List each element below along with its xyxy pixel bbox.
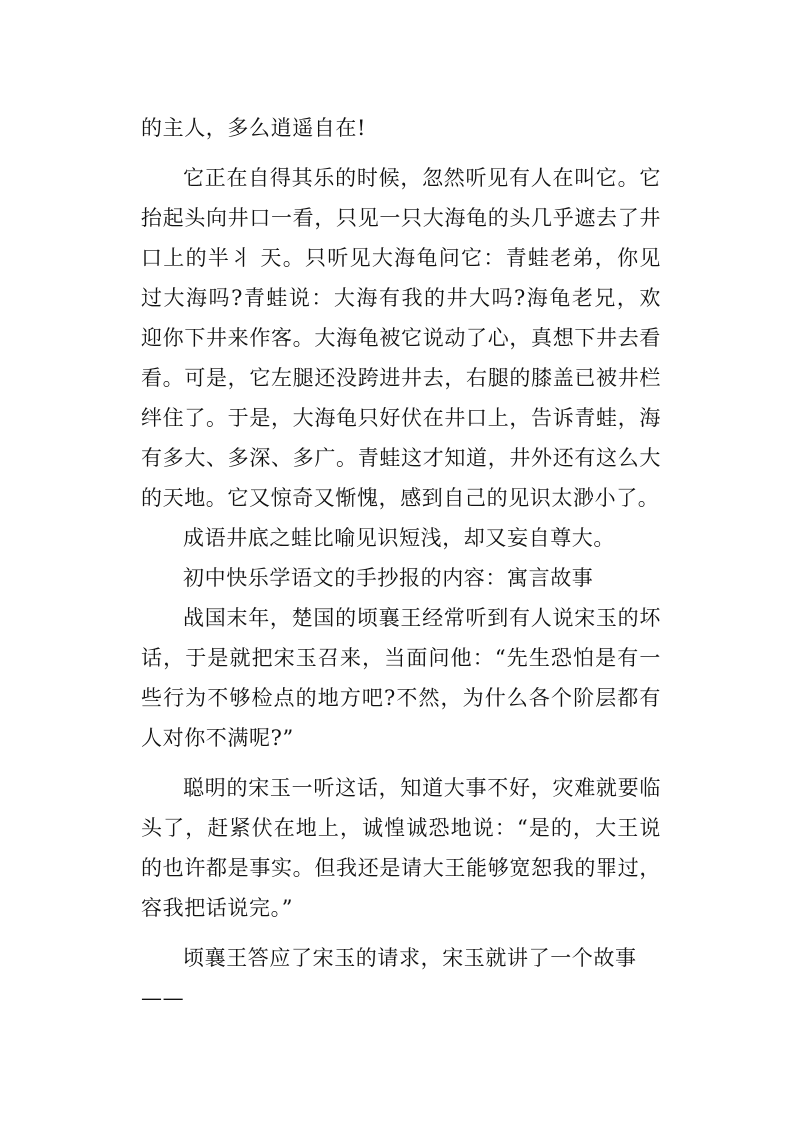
paragraph-3: 成语井底之蛙比喻见识短浅，却又妄自尊大。: [183, 526, 615, 550]
paragraph-8-dash: ——: [141, 986, 185, 1010]
paragraph-4: 初中快乐学语文的手抄报的内容：寓言故事: [183, 566, 594, 590]
document-body: [141, 108, 661, 1018]
paragraph-1: 的主人，多么逍遥自在!: [141, 116, 367, 140]
paragraph-6: 聪明的宋玉一听这话，知道大事不好，灾难就要临头了，赶紧伏在地上，诚惶诚恐地说：“是的，大王说的也许都是事实。但我还是请大王能够宽恕我的罪过，容我把话说完。”: [141, 776, 661, 920]
paragraph-5: 战国末年，楚国的顷襄王经常听到有人说宋玉的坏话，于是就把宋玉召来，当面问他：“先生恐怕是有一些行为不够检点的地方吧?不然，为什么各个阶层都有人对你不满呢?”: [141, 606, 661, 750]
paragraph-7: 顷襄王答应了宋玉的请求，宋玉就讲了一个故事: [183, 946, 637, 970]
paragraph-2: 它正在自得其乐的时候，忽然听见有人在叫它。它抬起头向井口一看，只见一只大海龟的头几乎遮去了井口上的半丬 天。只听见大海龟问它：青蛙老弟，你见过大海吗?青蛙说：大海有我的井大吗?海龟老兄，欢迎你下井来作客。大海龟被它说动了心，真想下井去看看。可是，它左腿还没跨进井去，右腿的膝盖已被井栏绊住了。于是，大海龟只好伏在井口上，告诉青蛙，海有多大、多深、多广。青蛙这才知道，井外还有这么大的天地。它又惊奇又惭愧，感到自己的见识太渺小了。: [141, 166, 661, 510]
